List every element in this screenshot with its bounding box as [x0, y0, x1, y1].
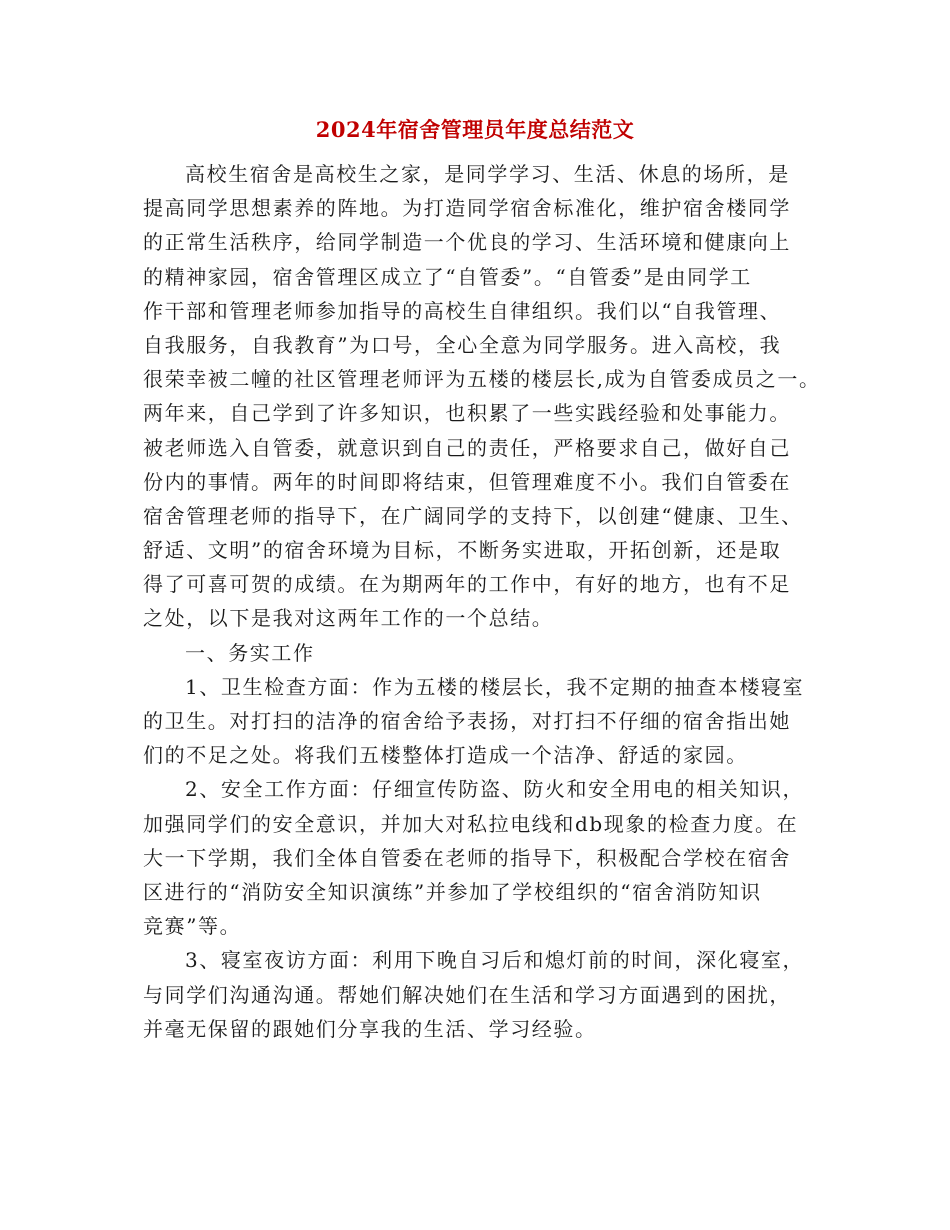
text-line: 2、安全工作方面：仔细宣传防盗、防火和安全用电的相关知识， [185, 777, 805, 802]
text-line: 宿舍管理老师的指导下，在广阔同学的支持下，以创建“健康、卫生、 [143, 503, 803, 528]
text-line: 与同学们沟通沟通。帮她们解决她们在生活和学习方面遇到的困扰， [143, 982, 791, 1007]
text-line: 并毫无保留的跟她们分享我的生活、学习经验。 [143, 1016, 597, 1041]
text-line: 3、寝室夜访方面：利用下晚自习后和熄灯前的时间，深化寝室， [185, 948, 805, 973]
text-line: 得了可喜可贺的成绩。在为期两年的工作中，有好的地方，也有不足 [143, 572, 791, 597]
document-body [143, 157, 823, 1046]
text-line: 作干部和管理老师参加指导的高校生自律组织。我们以“自我管理、 [143, 298, 782, 323]
text-line: 很荣幸被二幢的社区管理老师评为五楼的楼层长,成为自管委成员之一。 [143, 367, 821, 392]
text-line: 加强同学们的安全意识，并加大对私拉电线和db现象的检查力度。在 [143, 811, 799, 836]
text-line: 的正常生活秩序，给同学制造一个优良的学习、生活环境和健康向上 [143, 230, 791, 255]
text-line: 的精神家园，宿舍管理区成立了“自管委”。“自管委”是由同学工 [143, 264, 752, 289]
text-line: 自我服务，自我教育”为口号，全心全意为同学服务。进入高校，我 [143, 332, 782, 357]
text-line: 1、卫生检查方面：作为五楼的楼层长，我不定期的抽查本楼寝室 [185, 674, 805, 699]
text-line: 提高同学思想素养的阵地。为打造同学宿舍标准化，维护宿舍楼同学 [143, 196, 791, 221]
section-heading: 一、务实工作 [185, 640, 315, 665]
document-title: 2024年宿舍管理员年度总结范文 [315, 117, 635, 142]
text-line: 份内的事情。两年的时间即将结束，但管理难度不小。我们自管委在 [143, 469, 791, 494]
text-line: 们的不足之处。将我们五楼整体打造成一个洁净、舒适的家园。 [143, 743, 748, 768]
text-line: 高校生宿舍是高校生之家，是同学学习、生活、休息的场所，是 [185, 162, 790, 186]
text-line: 两年来，自己学到了许多知识，也积累了一些实践经验和处事能力。 [143, 401, 791, 426]
text-line: 舒适、文明”的宿舍环境为目标，不断务实进取，开拓创新，还是取 [143, 538, 782, 563]
text-line: 被老师选入自管委，就意识到自己的责任，严格要求自己，做好自己 [143, 435, 791, 460]
text-line: 的卫生。对打扫的洁净的宿舍给予表扬，对打扫不仔细的宿舍指出她 [143, 709, 791, 733]
text-line: 竞赛”等。 [143, 914, 242, 939]
text-line: 大一下学期，我们全体自管委在老师的指导下，积极配合学校在宿舍 [143, 845, 791, 870]
text-line: 区进行的“消防安全知识演练”并参加了学校组织的“宿舍消防知识 [143, 879, 762, 904]
text-line: 之处，以下是我对这两年工作的一个总结。 [143, 606, 554, 631]
